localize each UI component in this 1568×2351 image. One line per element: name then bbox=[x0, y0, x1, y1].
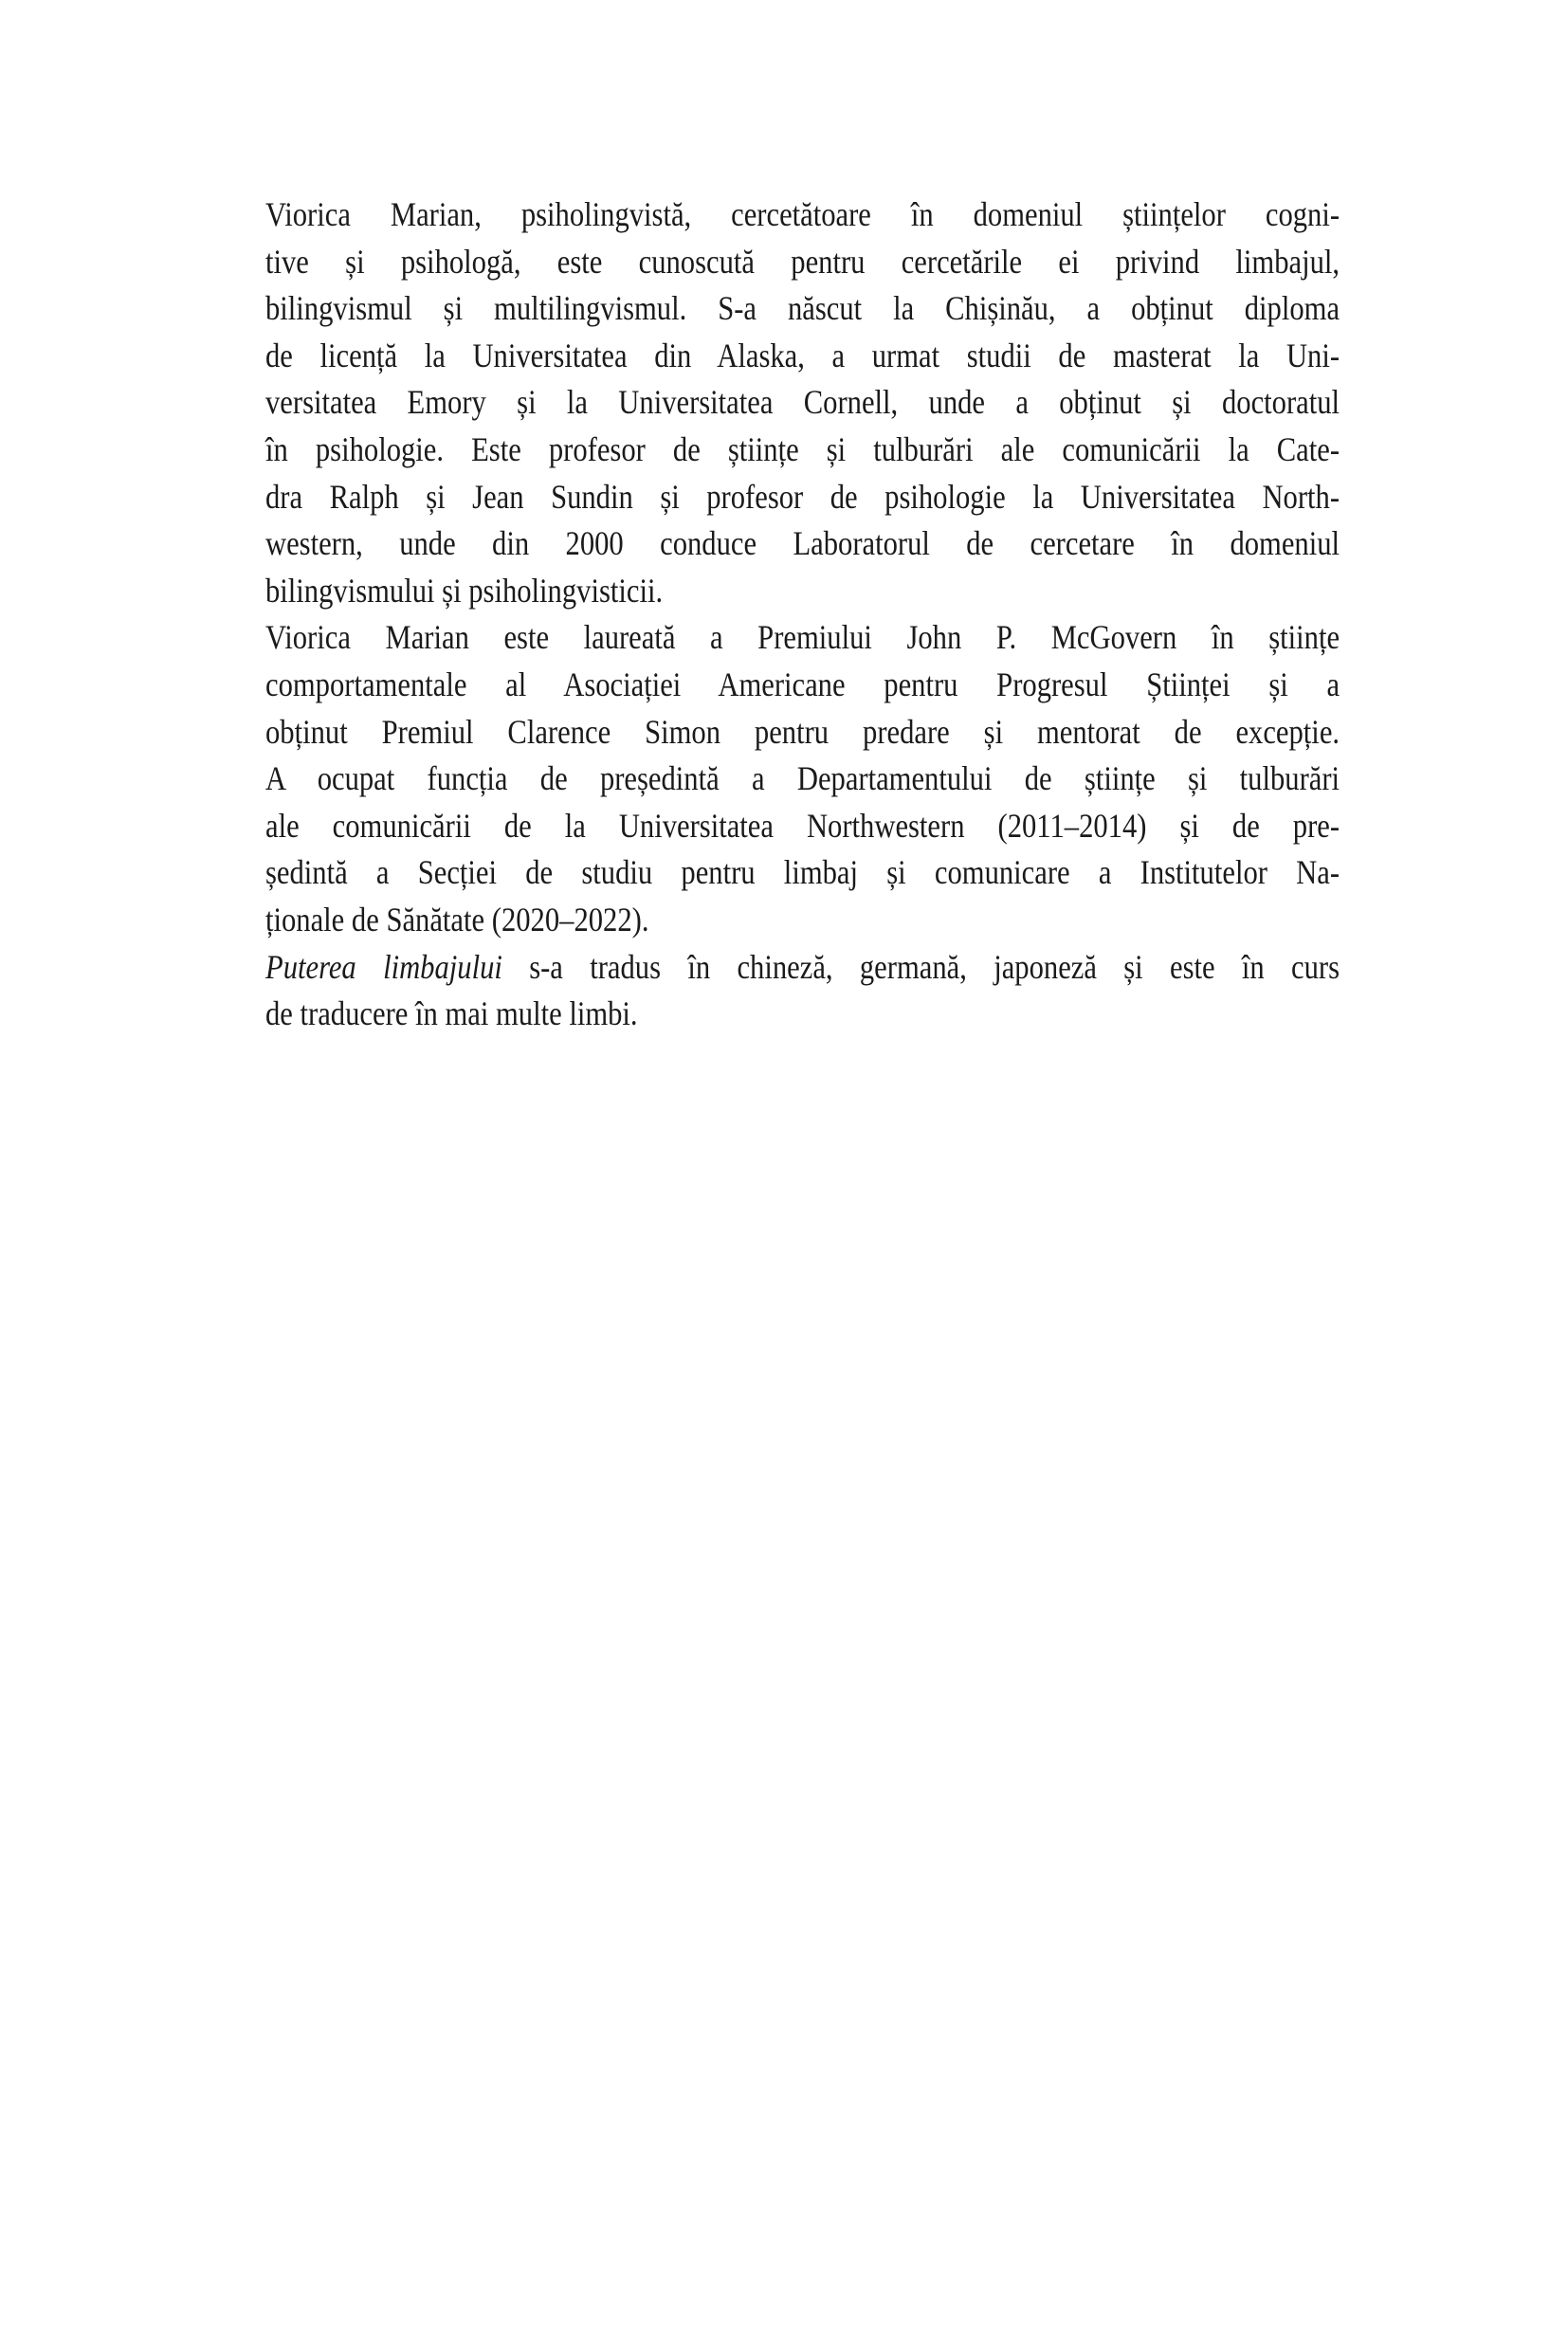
text-line: dra Ralph și Jean Sundin și profesor de psihologie la Universitatea North- bbox=[265, 477, 1340, 516]
text-line: de licență la Universitatea din Alaska, a urmat studii de masterat la Uni- bbox=[265, 336, 1340, 374]
text-line: Viorica Marian, psiholingvistă, cercetătoare în domeniul științelor cogni- bbox=[265, 195, 1340, 233]
book-title-italic: Puterea limbajului bbox=[265, 947, 502, 986]
text-line: Viorica Marian este laureată a Premiului John P. McGovern în științe bbox=[265, 618, 1340, 657]
text-line: A ocupat funcția de președintă a Departamentului de științe și tulburări bbox=[265, 759, 1340, 798]
paragraph-1 bbox=[265, 191, 1340, 614]
about-author-text-block bbox=[265, 191, 1340, 1038]
text-span: s-a tradus în chineză, germană, japoneză și este în curs bbox=[501, 947, 1340, 986]
paragraph-2 bbox=[265, 614, 1340, 943]
text-line: ționale de Sănătate (2020–2022). bbox=[265, 900, 649, 939]
text-line bbox=[265, 944, 1340, 992]
text-line: tive și psihologă, este cunoscută pentru cercetările ei privind limbajul, bbox=[265, 242, 1340, 281]
text-line: obținut Premiul Clarence Simon pentru predare și mentorat de excepție. bbox=[265, 712, 1340, 751]
text-line: bilingvismul și multilingvismul. S-a născut la Chișinău, a obținut diploma bbox=[265, 289, 1340, 328]
text-line: comportamentale al Asociației Americane pentru Progresul Științei și a bbox=[265, 665, 1340, 703]
text-line: de traducere în mai multe limbi. bbox=[265, 994, 638, 1033]
text-line: western, unde din 2000 conduce Laboratorul de cercetare în domeniul bbox=[265, 524, 1340, 563]
text-line: bilingvismului și psiholingvisticii. bbox=[265, 571, 664, 610]
text-line: versitatea Emory și la Universitatea Cornell, unde a obținut și doctoratul bbox=[265, 383, 1340, 422]
text-line: în psihologie. Este profesor de științe și tulburări ale comunicării la Cate- bbox=[265, 429, 1340, 468]
paragraph-3 bbox=[265, 944, 1340, 1038]
text-line: ședintă a Secției de studiu pentru limbaj și comunicare a Institutelor Na- bbox=[265, 853, 1340, 892]
text-line: ale comunicării de la Universitatea Northwestern (2011–2014) și de pre- bbox=[265, 806, 1340, 845]
